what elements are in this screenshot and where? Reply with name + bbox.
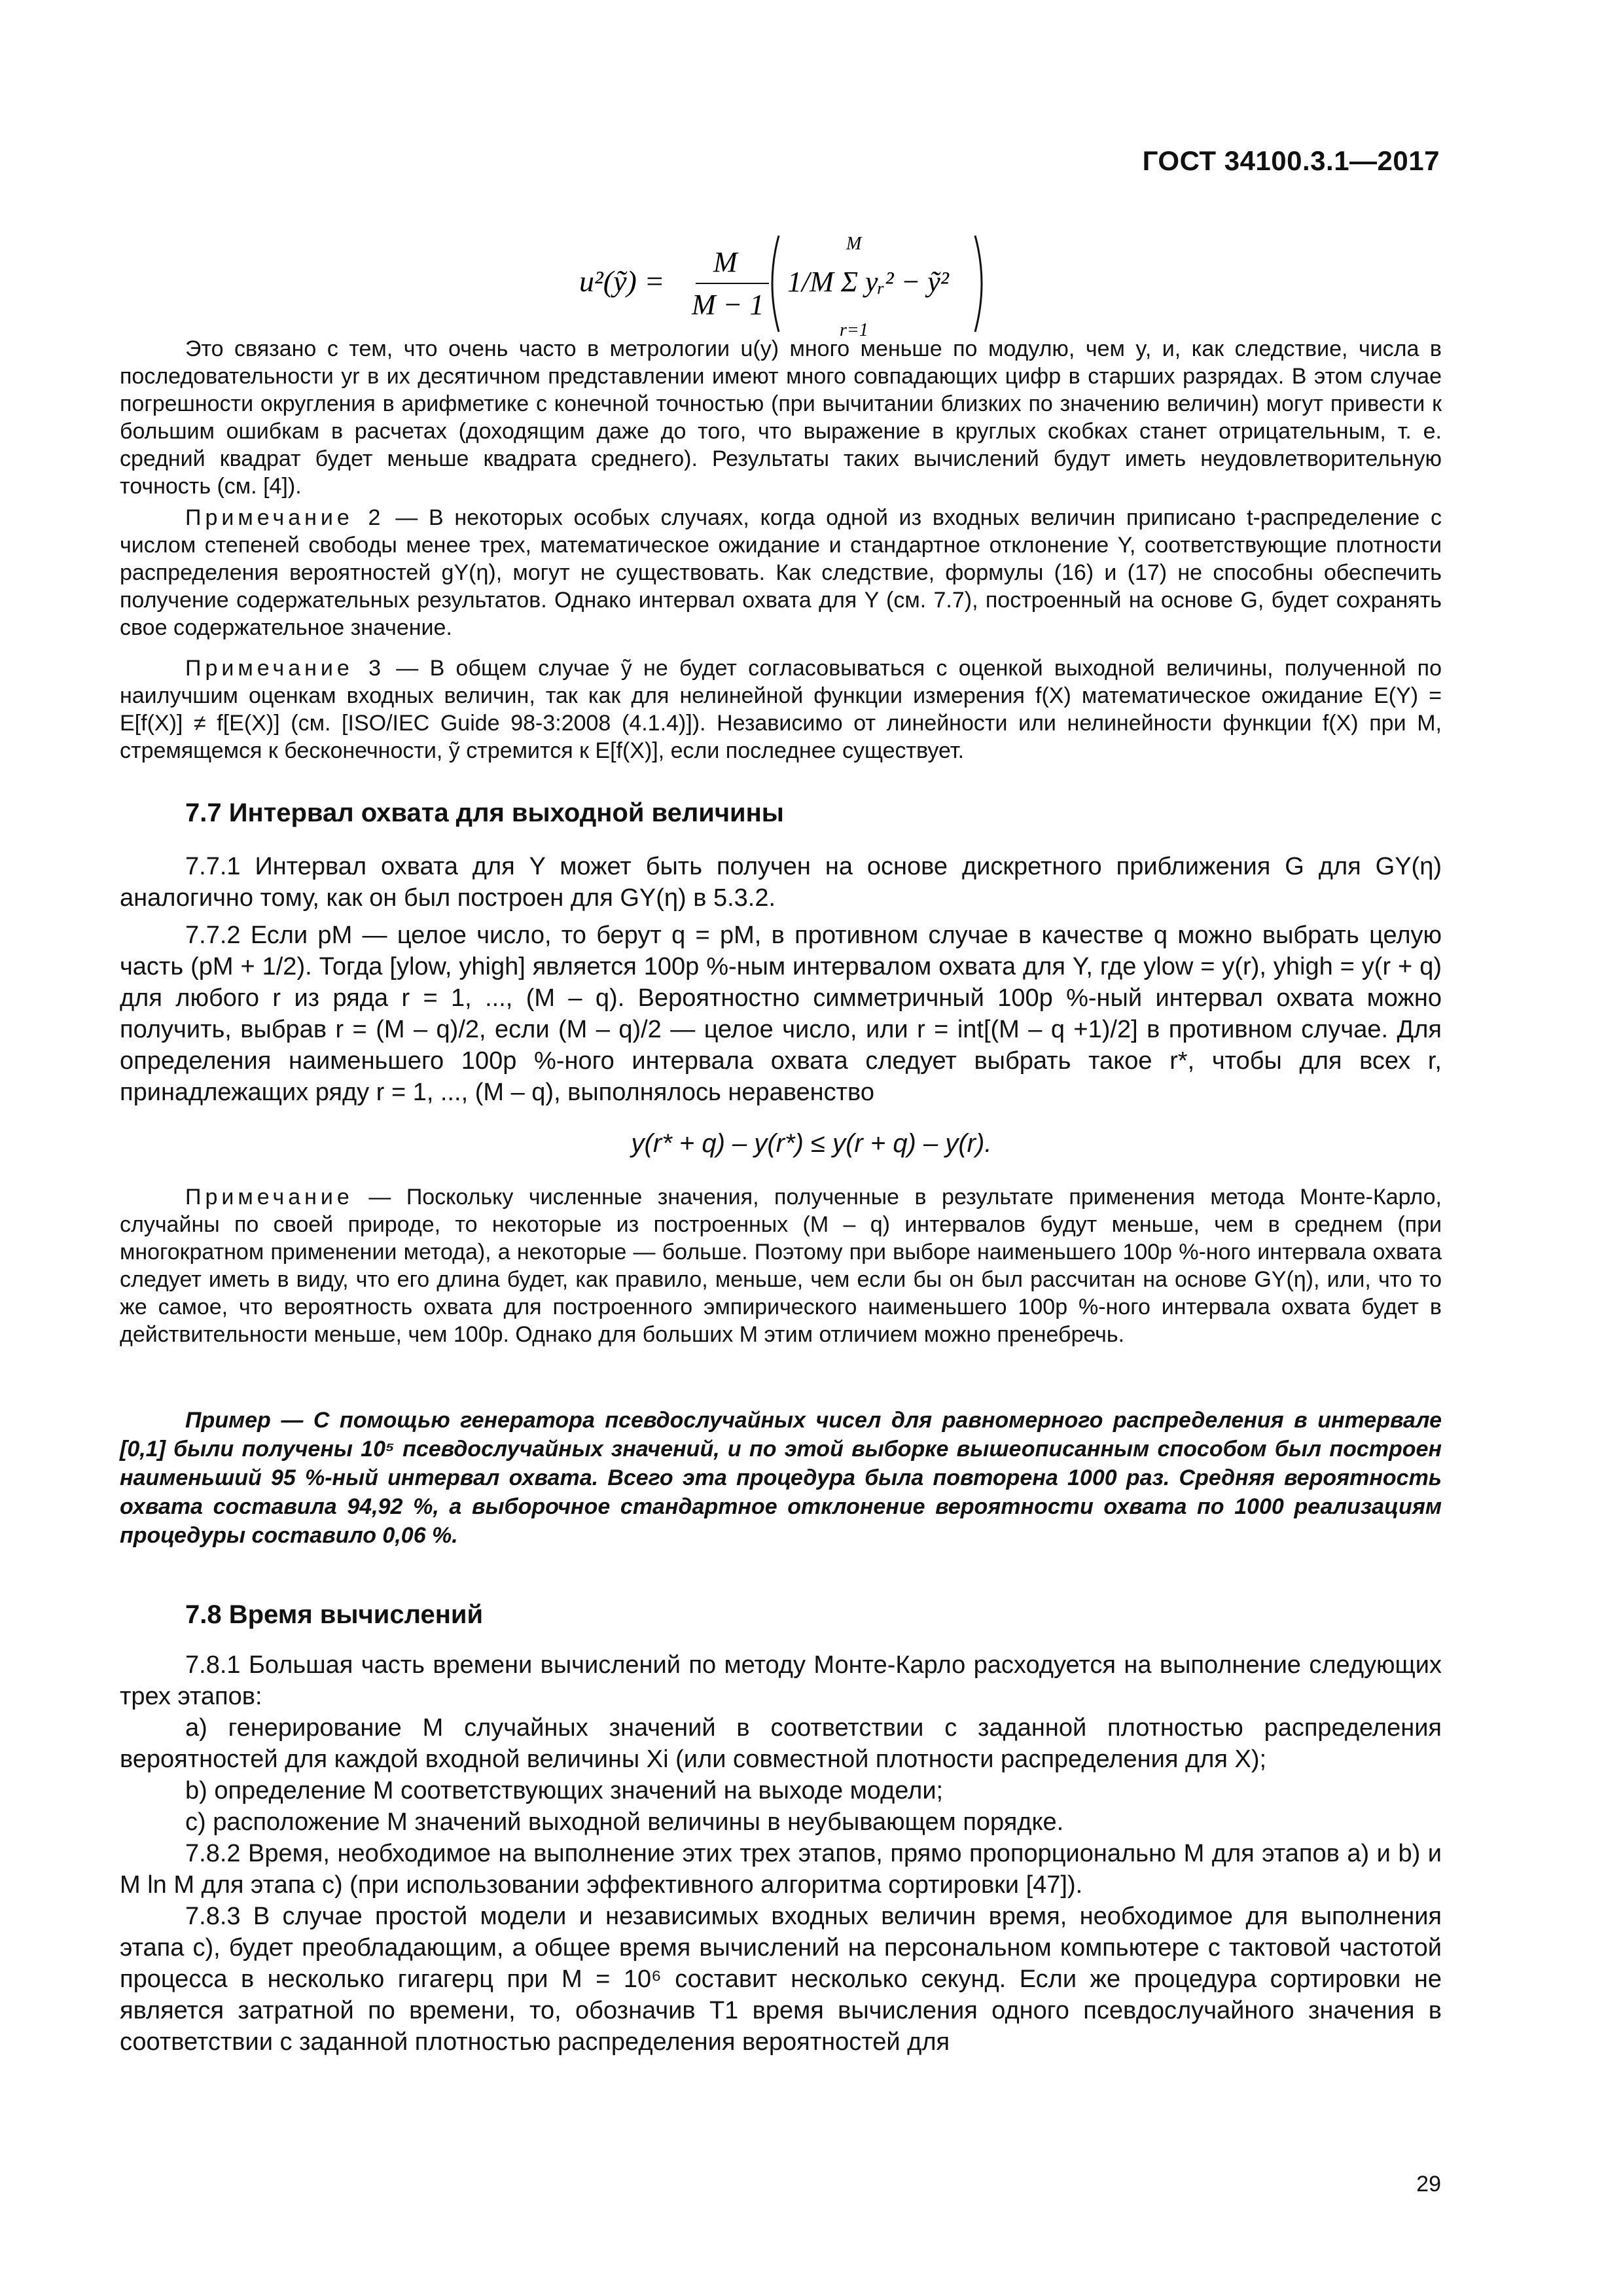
example-block: Пример — С помощью генератора псевдослучайных чисел для равномерного распределения в интервале [0,1] были получены 10⁵ псевдослучайных значений, и по этой выборке вышеописанным способом был построен наименьший 95 %-ный интервал охвата. Всего эта процедура была повторена 1000 раз. Средняя вероятность охвата составила 94,92 %, а выборочное стандартное отклонение вероятности охвата по 1000 реализациям процедуры составило 0,06 %. <box>120 1408 1442 1548</box>
note-3 <box>120 655 1442 764</box>
section-7-7-title: 7.7 Интервал охвата для выходной величины <box>185 798 784 827</box>
paragraph-7-8-1: 7.8.1 Большая часть времени вычислений по методу Монте-Карло расходуется на выполнение следующих трех этапов: <box>120 1651 1442 1710</box>
list-item-c: c) расположение M значений выходной величины в неубывающем порядке. <box>185 1808 1064 1836</box>
section-7-8-title: 7.8 Время вычислений <box>185 1600 484 1629</box>
note-7-7-label: Примечание <box>185 1185 353 1210</box>
sum-lower-limit: r=1 <box>840 320 868 340</box>
variance-formula <box>579 226 985 344</box>
note-7-7 <box>120 1183 1442 1348</box>
formula-inner: 1/M Σ yᵣ² − ỹ² <box>787 266 949 298</box>
note-7-7-text: — Поскольку численные значения, полученные в результате применения метода Монте-Карло, случайны по своей природе, то некоторые из построенных (M – q) интервалов будут меньше, чем в среднем (при многократном применении метода), а некоторые — больше. Поэтому при выборе наименьшего 100p %-ного интервала охвата следует иметь в виду, что его длина будет, как правило, меньше, чем если бы он был рассчитан на основе GY(η), или, что то же самое, что вероятность охвата для построенного эмпирического наименьшего 100p %-ного интервала охвата будет в действительности меньше, чем 100p. Однако для больших M этим отличием можно пренебречь. <box>120 1185 1442 1347</box>
formula-fraction-denominator: M − 1 <box>692 289 764 321</box>
section-7-7-heading-wrap <box>120 798 1442 828</box>
section-7-8-heading-wrap <box>120 1600 1442 1630</box>
note-3-label: Примечание 3 <box>185 656 385 681</box>
section-7-8-body <box>120 1649 1442 2058</box>
list-item-b: b) определение M соответствующих значений на выходе модели; <box>185 1777 944 1804</box>
formula-fraction-numerator: M <box>713 246 738 278</box>
formula-lhs: u²(ỹ) = <box>579 264 665 298</box>
list-item-a: a) генерирование M случайных значений в соответствии с заданной плотностью распределения вероятностей для каждой входной величины Xi (или совместной плотности распределения для X); <box>120 1714 1442 1773</box>
right-paren <box>975 236 982 332</box>
paragraph-7-8-3: 7.8.3 В случае простой модели и независимых входных величин время, необходимое для выполнения этапа c), будет преобладающим, а общее время вычислений на персональном компьютере с тактовой частотой процесса в несколько гигагерц при M = 10⁶ составит несколько секунд. Если же процедура сортировки не является затратной по времени, то, обозначив T1 время вычисления одного псевдослучайного значения в соответствии с заданной плотностью распределения вероятностей для <box>120 1903 1442 2056</box>
document-header: ГОСТ 34100.3.1—2017 <box>1142 145 1440 176</box>
left-paren <box>772 236 779 332</box>
paragraph-7-7-2: 7.7.2 Если pM — целое число, то берут q = pM, в противном случае в качестве q можно выбрать целую часть (pM + 1/2). Тогда [ylow, yhigh] является 100p %-ным интервалом охвата для Y, где ylow = y(r), yhigh = y(r + q) для любого r из ряда r = 1, ..., (M – q). Вероятностно симметричный 100p %-ный интервал охвата можно получить, выбрав r = (M – q)/2, если (M – q)/2 — целое число, или r = int[(M – q +1)/2] в противном случае. Для определения наименьшего 100p %-ного интервала охвата следует выбрать такое r*, чтобы для всех r, принадлежащих ряду r = 1, ..., (M – q), выполнялось неравенство <box>120 922 1442 1106</box>
page-number: 29 <box>1416 2172 1441 2197</box>
paragraph-7-7-1: 7.7.1 Интервал охвата для Y может быть получен на основе дискретного приближения G для GY(η) аналогично тому, как он был построен для GY(η) в 5.3.2. <box>120 853 1442 912</box>
paragraph-rounding: Это связано с тем, что очень часто в метрологии u(y) много меньше по модулю, чем y, и, как следствие, числа в последовательности yr в их десятичном представлении имеют много совпадающих цифр в старших разрядах. В этом случае погрешности округления в арифметике с конечной точностью (при вычитании близких по значению величин) могут привести к большим ошибкам в расчетах (доходящим даже до того, что выражение в круглых скобках станет отрицательным, т. е. средний квадрат будет меньше квадрата среднего). Результаты таких вычислений будут иметь неудовлетворительную точность (см. [4]). <box>120 336 1442 499</box>
sum-upper-limit: M <box>846 234 862 254</box>
inequality-formula: y(r* + q) – y(r*) ≤ y(r + q) – y(r). <box>631 1129 992 1158</box>
note-3-text: — В общем случае ỹ не будет согласовываться с оценкой выходной величины, полученной по наилучшим оценкам входных величин, так как для нелинейной функции измерения f(X) математическое ожидание E(Y) = E[f(X)] ≠ f[E(X)] (см. [ISO/IEC Guide 98-3:2008 (4.1.4)]). Независимо от линейности или нелинейности функции f(X) при M, стремящемся к бесконечности, ỹ стремится к E[f(X)], если последнее существует. <box>120 656 1442 763</box>
note-2-text: — В некоторых особых случаях, когда одной из входных величин приписано t-распределение с числом степеней свободы менее трех, математическое ожидание и стандартное отклонение Y, соответствующие плотности распределения вероятностей gY(η), могут не существовать. Как следствие, формулы (16) и (17) не способны обеспечить получение содержательных результатов. Однако интервал охвата для Y (см. 7.7), построенный на основе G, будет сохранять свое содержательное значение. <box>120 505 1442 640</box>
note-2 <box>120 504 1442 641</box>
paragraph-7-8-2: 7.8.2 Время, необходимое на выполнение этих трех этапов, прямо пропорционально M для этапов a) и b) и M ln M для этапа c) (при использовании эффективного алгоритма сортировки [47]). <box>120 1840 1442 1899</box>
note-2-label: Примечание 2 <box>185 505 385 530</box>
